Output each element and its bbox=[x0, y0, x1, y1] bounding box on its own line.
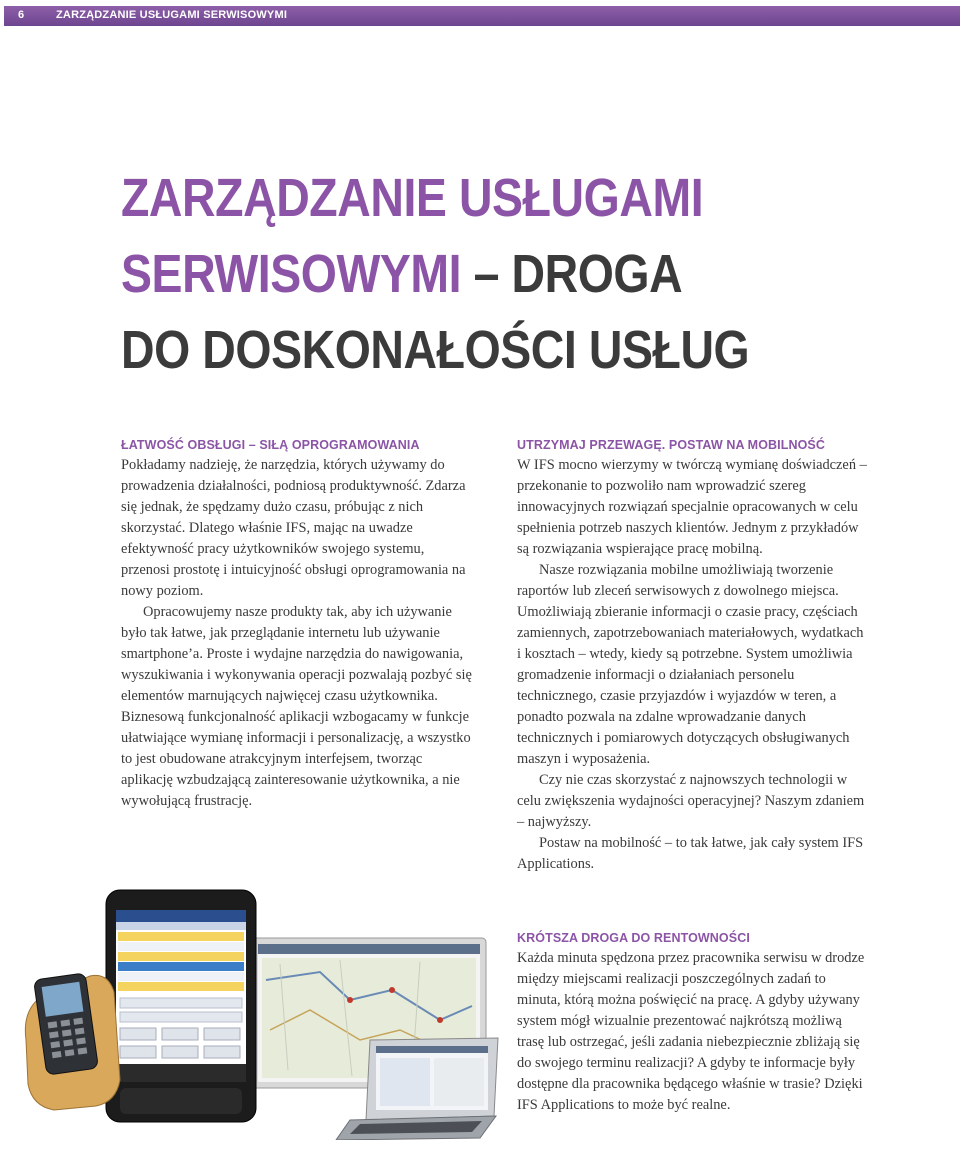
paragraph: Czy nie czas skorzystać z najnowszych technologii w celu zwiększenia wydajności operacyjnej? Naszym zdaniem – najwyższy. bbox=[517, 772, 865, 830]
paragraph: W IFS mocno wierzymy w twórczą wymianę doświadczeń – przekonanie to pozwoliło nam wprowadzić szereg innowacyjnych rozwiązań specjalnie opracowanych w celu spełnienia potrzeb naszych klientów. Jednym z przykładów są rozwiązania wspierające pracę mobilną. bbox=[517, 457, 867, 557]
handheld-device-icon bbox=[25, 973, 120, 1110]
title-line-2-dark: – DROGA bbox=[461, 244, 683, 304]
paragraph: Postaw na mobilność – to tak łatwe, jak cały system IFS Applications. bbox=[517, 835, 864, 872]
paragraph: Opracowujemy nasze produkty tak, aby ich używanie było tak łatwe, jak przeglądanie internetu lub używanie smartphone’a. Proste i wydajne narzędzia do nawigowania, wyszukiwania i wykonywania operacji pozwalają pozbyć się elementów marnujących najwięcej czasu użytkownika. Biznesową funkcjonalność aplikacji wzbogacamy w funkcje ułatwiające wymianę informacji i personalizację, a wszystko to jest obudowane atrakcyjnym interfejsem, tworząc aplikację wzbudzającą zainteresowanie użytkownika, a nie wywołującą frustrację. bbox=[121, 604, 472, 809]
page-number: 6 bbox=[18, 9, 25, 21]
paragraph: Pokładamy nadzieję, że narzędzia, których używamy do prowadzenia działalności, podniosą produktywność. Zdarza się jednak, że spędzamy dużo czasu, próbując z nich skorzystać. Dlatego właśnie IFS, mając na uwadze efektywność pracy użytkowników swojego systemu, przenosi prostotę i intuicyjność obsługi oprogramowania na nowy poziom. bbox=[121, 457, 466, 599]
title-line-2 bbox=[121, 236, 749, 312]
section-heading: ŁATWOŚĆ OBSŁUGI – SIŁĄ OPROGRAMOWANIA bbox=[121, 438, 420, 452]
running-title: ZARZĄDZANIE USŁUGAMI SERWISOWYMI bbox=[56, 9, 288, 21]
header-bar bbox=[4, 6, 960, 26]
section-heading: KRÓTSZA DROGA DO RENTOWNOŚCI bbox=[517, 931, 750, 945]
section-ease-of-use bbox=[121, 435, 473, 812]
section-profitability bbox=[517, 928, 867, 1116]
page-title bbox=[121, 160, 749, 388]
paragraph: Każda minuta spędzona przez pracownika serwisu w drodze między miejscami realizacji poszczególnych zadań to minuta, którą można poświęcić na pracę. A gdyby używany system mógł wizualnie prezentować najkrótszą możliwą trasę lub ostrzegać, jeśli zadania niebezpiecznie zbliżają się do swojego terminu realizacji? A gdyby te informacje były dostępne dla pracownika będącego właśnie w trasie? Dzięki IFS Applications to może być realne. bbox=[517, 950, 865, 1113]
paragraph: Nasze rozwiązania mobilne umożliwiają tworzenie raportów lub zleceń serwisowych z dowolnego miejsca. Umożliwiają zbieranie informacji o czasie pracy, częściach zamiennych, zapotrzebowaniach materiałowych, wydatkach i kosztach – wtedy, kiedy są potrzebne. System umożliwia gromadzenie informacji o działaniach personelu technicznego, czasie przyjazdów i wyjazdów w teren, a ponadto pozwala na zdalne wprowadzanie danych technicznych i pomiarowych dotyczących obsługiwanych maszyn i wyposażenia. bbox=[517, 562, 864, 767]
title-line-1: ZARZĄDZANIE USŁUGAMI bbox=[121, 168, 704, 228]
title-line-2-purple: SERWISOWYMI bbox=[121, 244, 462, 304]
smartphone-icon bbox=[106, 890, 256, 1122]
section-heading: UTRZYMAJ PRZEWAGĘ. POSTAW NA MOBILNOŚĆ bbox=[517, 438, 825, 452]
section-mobility bbox=[517, 435, 867, 875]
devices-illustration bbox=[20, 880, 500, 1140]
title-line-3: DO DOSKONAŁOŚCI USŁUG bbox=[121, 320, 750, 380]
